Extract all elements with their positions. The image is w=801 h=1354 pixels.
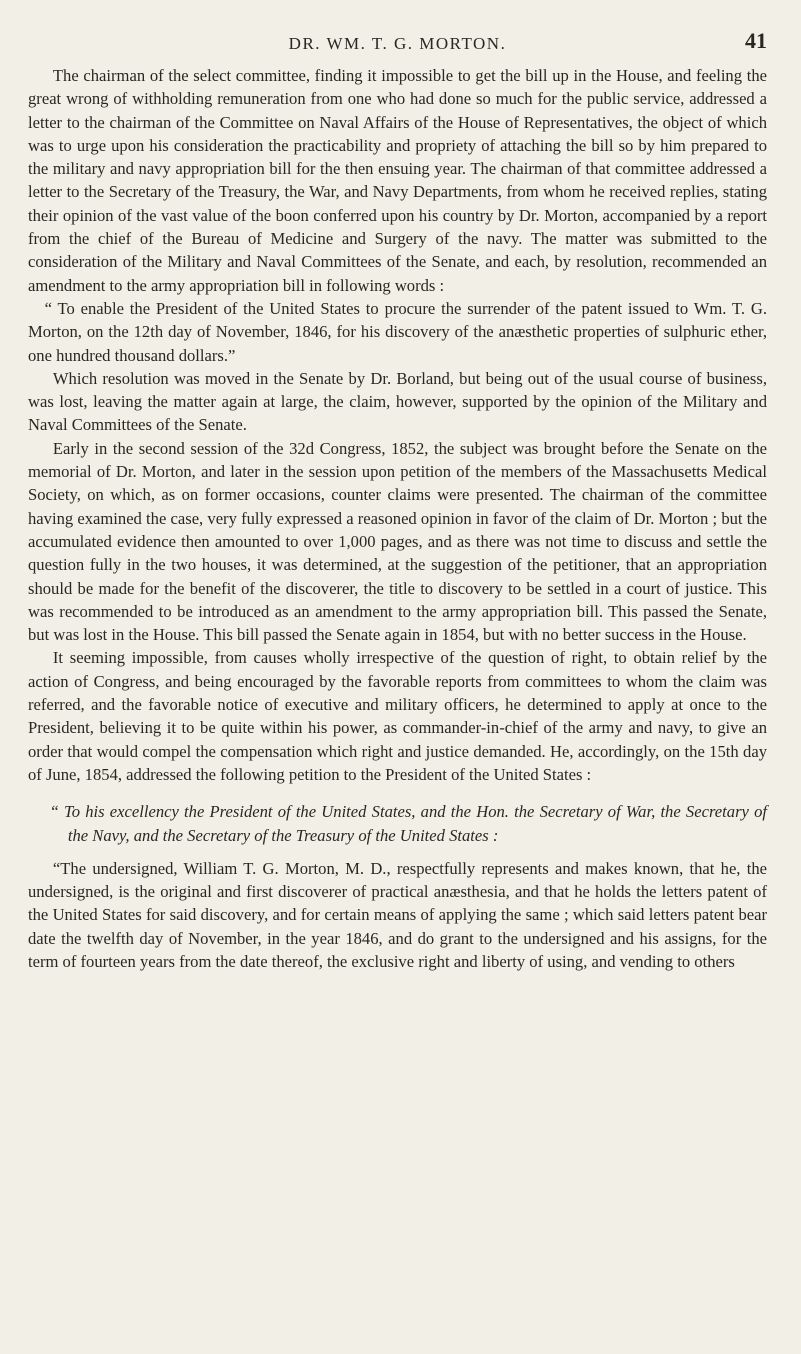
running-head-title: DR. WM. T. G. MORTON. [288,34,507,53]
running-head [28,0,767,64]
paragraph-borland-motion: Which resolution was moved in the Senate by Dr. Borland, but being out of the usual course of business, was lost, leaving the matter again at large, the claim, however, supported by the opinion of the Military and Naval Committees of the Senate. [28,368,767,435]
paragraph-32d-congress: Early in the second session of the 32d Congress, 1852, the subject was brought before the Senate on the memorial of Dr. Morton, and later in the session upon petition of the members of the Massachusetts Medical Society, on which, as on former occasions, counter claims were presented. The chairman of the committee having examined the case, very fully expressed a reasoned opinion in favor of the claim of Dr. Morton ; but the accumulated evidence then amounted to over 1,000 pages, and as there was not time to discuss and settle the question fully in the two houses, it was determined, at the suggestion of the petitioner, that an appropriation should be made for the benefit of the discoverer, the title to discovery to be settled in a court of justice. This was recommended to be introduced as an amendment to the army appropriation bill. This passed the Senate, but was lost in the House. This bill passed the Senate again in 1854, but with no better success in the House. [28,438,767,645]
paragraph-resolution-quote: “ To enable the President of the United States to procure the surrender of the patent issued to Wm. T. G. Morton, on the 12th day of November, 1846, for his discovery of the anæsthetic properties of sulphuric ether, one hundred thousand dollars.” [28,298,767,365]
paragraph-committee-letter: The chairman of the select committee, finding it impossible to get the bill up in the House, and feeling the great wrong of withholding remuneration from one who had done so much for the public service, addressed a letter to the chairman of the Committee on Naval Affairs of the House of Representatives, the object of which was to urge upon his consideration the practicability and propriety of attaching the bill so by him prepared to the military and navy appropriation bill for the then ensuing year. The chairman of that committee addressed a letter to the Secretary of the Treasury, the War, and Navy Departments, from whom he received replies, stating their opinion of the vast value of the boon conferred upon his country by Dr. Morton, accompanied by a report from the chief of the Bureau of Medicine and Surgery of the navy. The matter was submitted to the consideration of the Military and Naval Committees of the Senate, and each, by resolution, recommended an amendment to the army appropriation bill in following words : [28,66,767,295]
petition-address: “ To his excellency the President of the United States, and the Hon. the Secretary of War, the Secretary of the Navy, and the Secretary of the Treasury of the United States : [49,802,767,845]
petition-text: “The undersigned, William T. G. Morton, M. D., respectfully represents and makes known, that he, the undersigned, is the original and first discoverer of practical anæsthesia, and that he holds the letters patent of the United States for said discovery, and for certain means of applying the same ; which said letters patent bear date the twelfth day of November, in the year 1846, and do grant to the undersigned and his assigns, for the term of fourteen years from the date thereof, the exclusive right and liberty of using, and vending to others [28,858,767,971]
body-text [28,64,767,973]
paragraph-petition-to-president: It seeming impossible, from causes wholly irrespective of the question of right, to obtain relief by the action of Congress, and being encouraged by the favorable reports from committees to whom the claim was referred, and the favorable notice of executive and military officers, he determined to apply at once to the President, believing it to be quite within his power, as commander-in-chief of the army and navy, to give an order that would compel the compensation which right and justice demanded. He, accordingly, on the 15th day of June, 1854, addressed the following petition to the President of the United States : [28,648,767,784]
page-number: 41 [745,28,767,53]
